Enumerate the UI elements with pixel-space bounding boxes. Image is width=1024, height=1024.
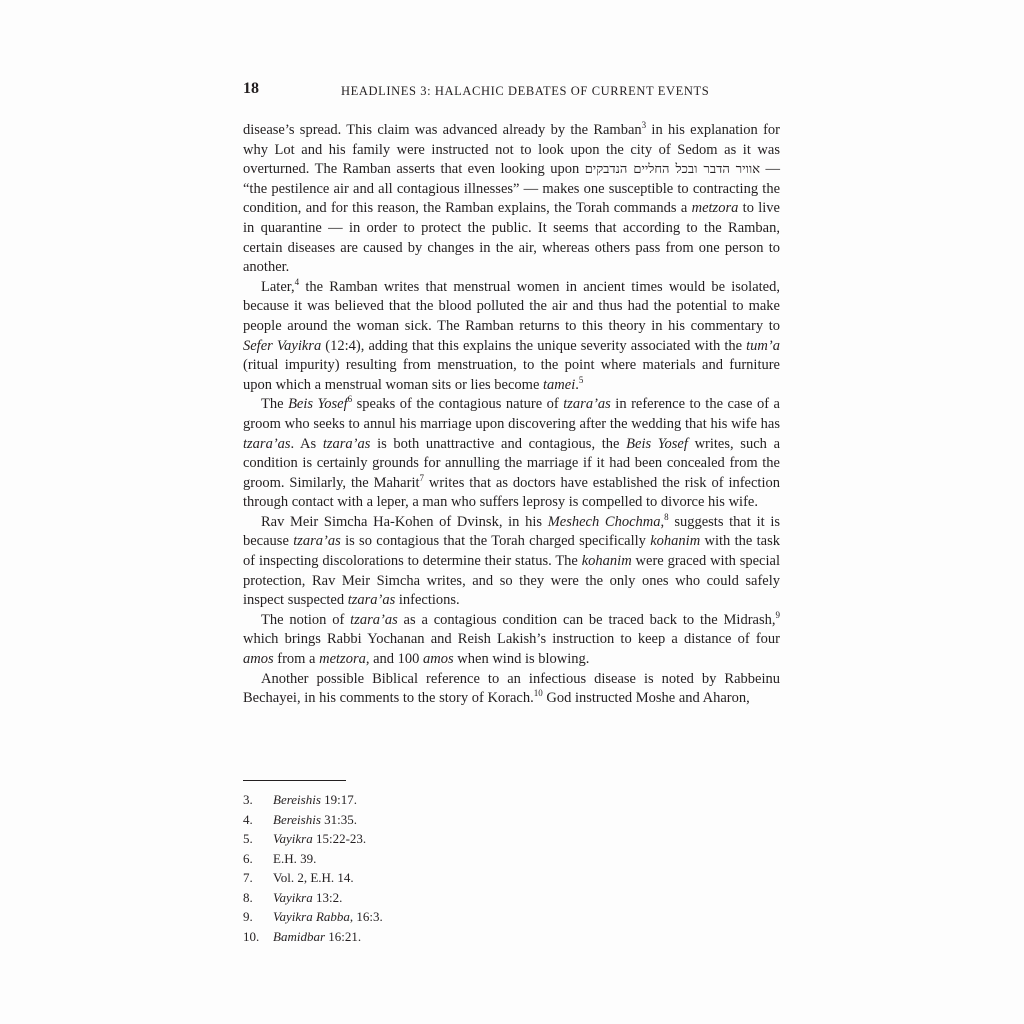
footnote-ref-10[interactable]: 10 [533,688,543,699]
footnote-ref-6[interactable]: 6 [347,394,353,405]
text-run: , [660,513,665,530]
text-run: disease’s spread. This claim was advanced already by the Ramban [243,122,642,138]
footnote-number: 6. [243,850,253,866]
body-text [243,121,780,709]
footnote-citation: 31:35. [320,811,358,827]
footnote-divider [243,780,346,781]
italic-term: amos [423,651,454,668]
text-run: . As [290,435,323,452]
text-run: is so contagious that the Torah charged specifically [340,533,651,550]
footnote-source: Vayikra [273,831,313,846]
text-run: to live in quarantine — in order to protect the public. It seems that according to the Ramban, certain diseases are caused by changes in the air, whereas others pass from one person to another. [243,200,780,276]
text-run: which brings Rabbi Yochanan and Reish Lakish’s instruction to keep a distance of four [243,631,780,648]
text-run: were graced with special protection, Rav Meir Simcha writes, and so they were the only ones who could safely inspect suspected [243,553,780,609]
italic-term: Sefer Vayikra [243,337,322,354]
text-run: (ritual impurity) resulting from menstruation, to the point where materials and furniture upon which a menstrual woman sits or lies become [243,357,780,393]
text-run: suggests that it is because [243,513,780,550]
italic-term: Beis Yosef [626,435,688,452]
text-run: , and 100 [365,651,424,668]
paragraph [243,278,780,396]
footnote-citation: 15:22-23. [312,831,367,846]
footnote-number: 10. [243,928,260,944]
footnote-citation: E.H. 39. [273,850,317,866]
footnotes [243,790,780,946]
footnote-ref-9[interactable]: 9 [775,610,780,621]
italic-term: tzara’as [350,611,398,628]
text-run: The [261,396,289,413]
paragraph [243,395,780,513]
footnote-ref-3[interactable]: 3 [641,120,647,131]
italic-term: Meshech Chochma [547,513,661,530]
text-run: . [575,376,579,393]
text-run: Another possible Biblical reference to an infectious disease is noted by Rabbeinu Bechayei, in his comments to the story of Korach. [243,670,780,707]
italic-term: tzara’as [347,592,396,609]
footnote-source: Vayikra [273,889,313,905]
italic-term: tzara’as [563,396,611,413]
italic-term: tzara’as [293,533,341,550]
footnote-citation: 19:17. [320,792,358,807]
footnote-source: Bamidbar [273,928,325,944]
text-run: The notion of [261,611,351,628]
text-run: God instructed Moshe and Aharon, [542,690,750,707]
text-run: speaks of the contagious nature of [352,396,564,413]
text-run: when wind is blowing. [453,651,590,668]
italic-term: tzara’as [322,435,371,452]
paragraph [243,513,780,611]
footnote-6 [243,849,780,869]
page-header [243,80,780,104]
footnote-3 [243,790,780,810]
paragraph [243,670,780,709]
footnote-citation: 16:21. [325,928,362,944]
footnote-ref-4[interactable]: 4 [294,276,300,287]
text-run: is both unattractive and contagious, the [370,435,627,452]
footnote-source: Bereishis [273,811,321,827]
footnote-number: 8. [243,889,253,905]
text-run: — “the pestilence air and all contagious illnesses” — makes one susceptible to contracting the condition, and for this reason, the Ramban explains, the Torah commands a [243,161,780,217]
text-run: (12:4), adding that this explains the unique severity associated with the [321,337,747,354]
italic-term: metzora [319,651,366,668]
footnote-ref-7[interactable]: 7 [419,472,424,483]
running-head: HEADLINES 3: HALACHIC DEBATES OF CURRENT EVENTS [341,84,710,98]
italic-term: tamei [543,376,576,393]
footnote-source: Bereishis [273,792,321,807]
italic-term: kohanim [650,533,701,550]
footnote-citation: 13:2. [312,889,343,905]
footnote-ref-5[interactable]: 5 [578,374,584,385]
text-run: from a [273,651,320,668]
paragraph [243,121,780,278]
text-run: infections. [395,592,460,609]
italic-term: amos [243,651,274,668]
text-run: as a contagious condition can be traced back to the Midrash, [397,611,776,628]
text-run: in reference to the case of a groom who seeks to annul his marriage upon discovering after the wedding that his wife has [243,396,780,432]
footnote-source: Vayikra Rabba [273,909,350,924]
text-run: with the task of inspecting discolorations to determine their status. The [243,533,780,570]
hebrew-quote: אוויר הדבר ובכל החליים הנדבקים [584,162,761,178]
footnote-number: 3. [243,792,253,807]
paragraph [243,611,780,670]
page-number: 18 [243,80,259,97]
text-run: the Ramban writes that menstrual women in ancient times would be isolated, because it was believed that the blood polluted the air and thus had the potential to make people around the woman sick. The Ramban returns to this theory in his commentary to [243,278,780,334]
text-run: writes that as doctors have established the risk of infection through contact with a leper, a man who suffers leprosy is compelled to divorce his wife. [243,474,780,511]
italic-term: Beis Yosef [288,396,348,413]
footnote-8 [243,888,780,908]
footnote-number: 9. [243,909,253,924]
footnote-5 [243,829,780,849]
text-run: writes, such a condition is certainly grounds for annulling the marriage if it had been concealed from the groom. Similarly, the Maharit [243,435,781,491]
text-run: in his explanation for why Lot and his family were instructed not to look upon the city of Sedom as it was overturned. The Ramban asserts that even looking upon [243,122,780,178]
text-run: Later, [261,278,295,295]
italic-term: tzara’as [243,435,291,452]
footnote-citation: Vol. 2, E.H. 14. [273,870,354,885]
footnote-ref-8[interactable]: 8 [664,512,669,523]
footnote-number: 4. [243,811,253,827]
text-run: Rav Meir Simcha Ha-Kohen of Dvinsk, in his [261,513,548,530]
italic-term: metzora [691,200,739,217]
italic-term: tum’a [746,337,780,354]
footnote-number: 5. [243,831,253,846]
footnote-9 [243,907,780,927]
footnote-citation: , 16:3. [349,909,383,924]
footnote-7 [243,868,780,888]
footnote-4 [243,810,780,830]
footnote-10 [243,927,780,947]
footnote-number: 7. [243,870,253,885]
italic-term: kohanim [581,553,632,570]
